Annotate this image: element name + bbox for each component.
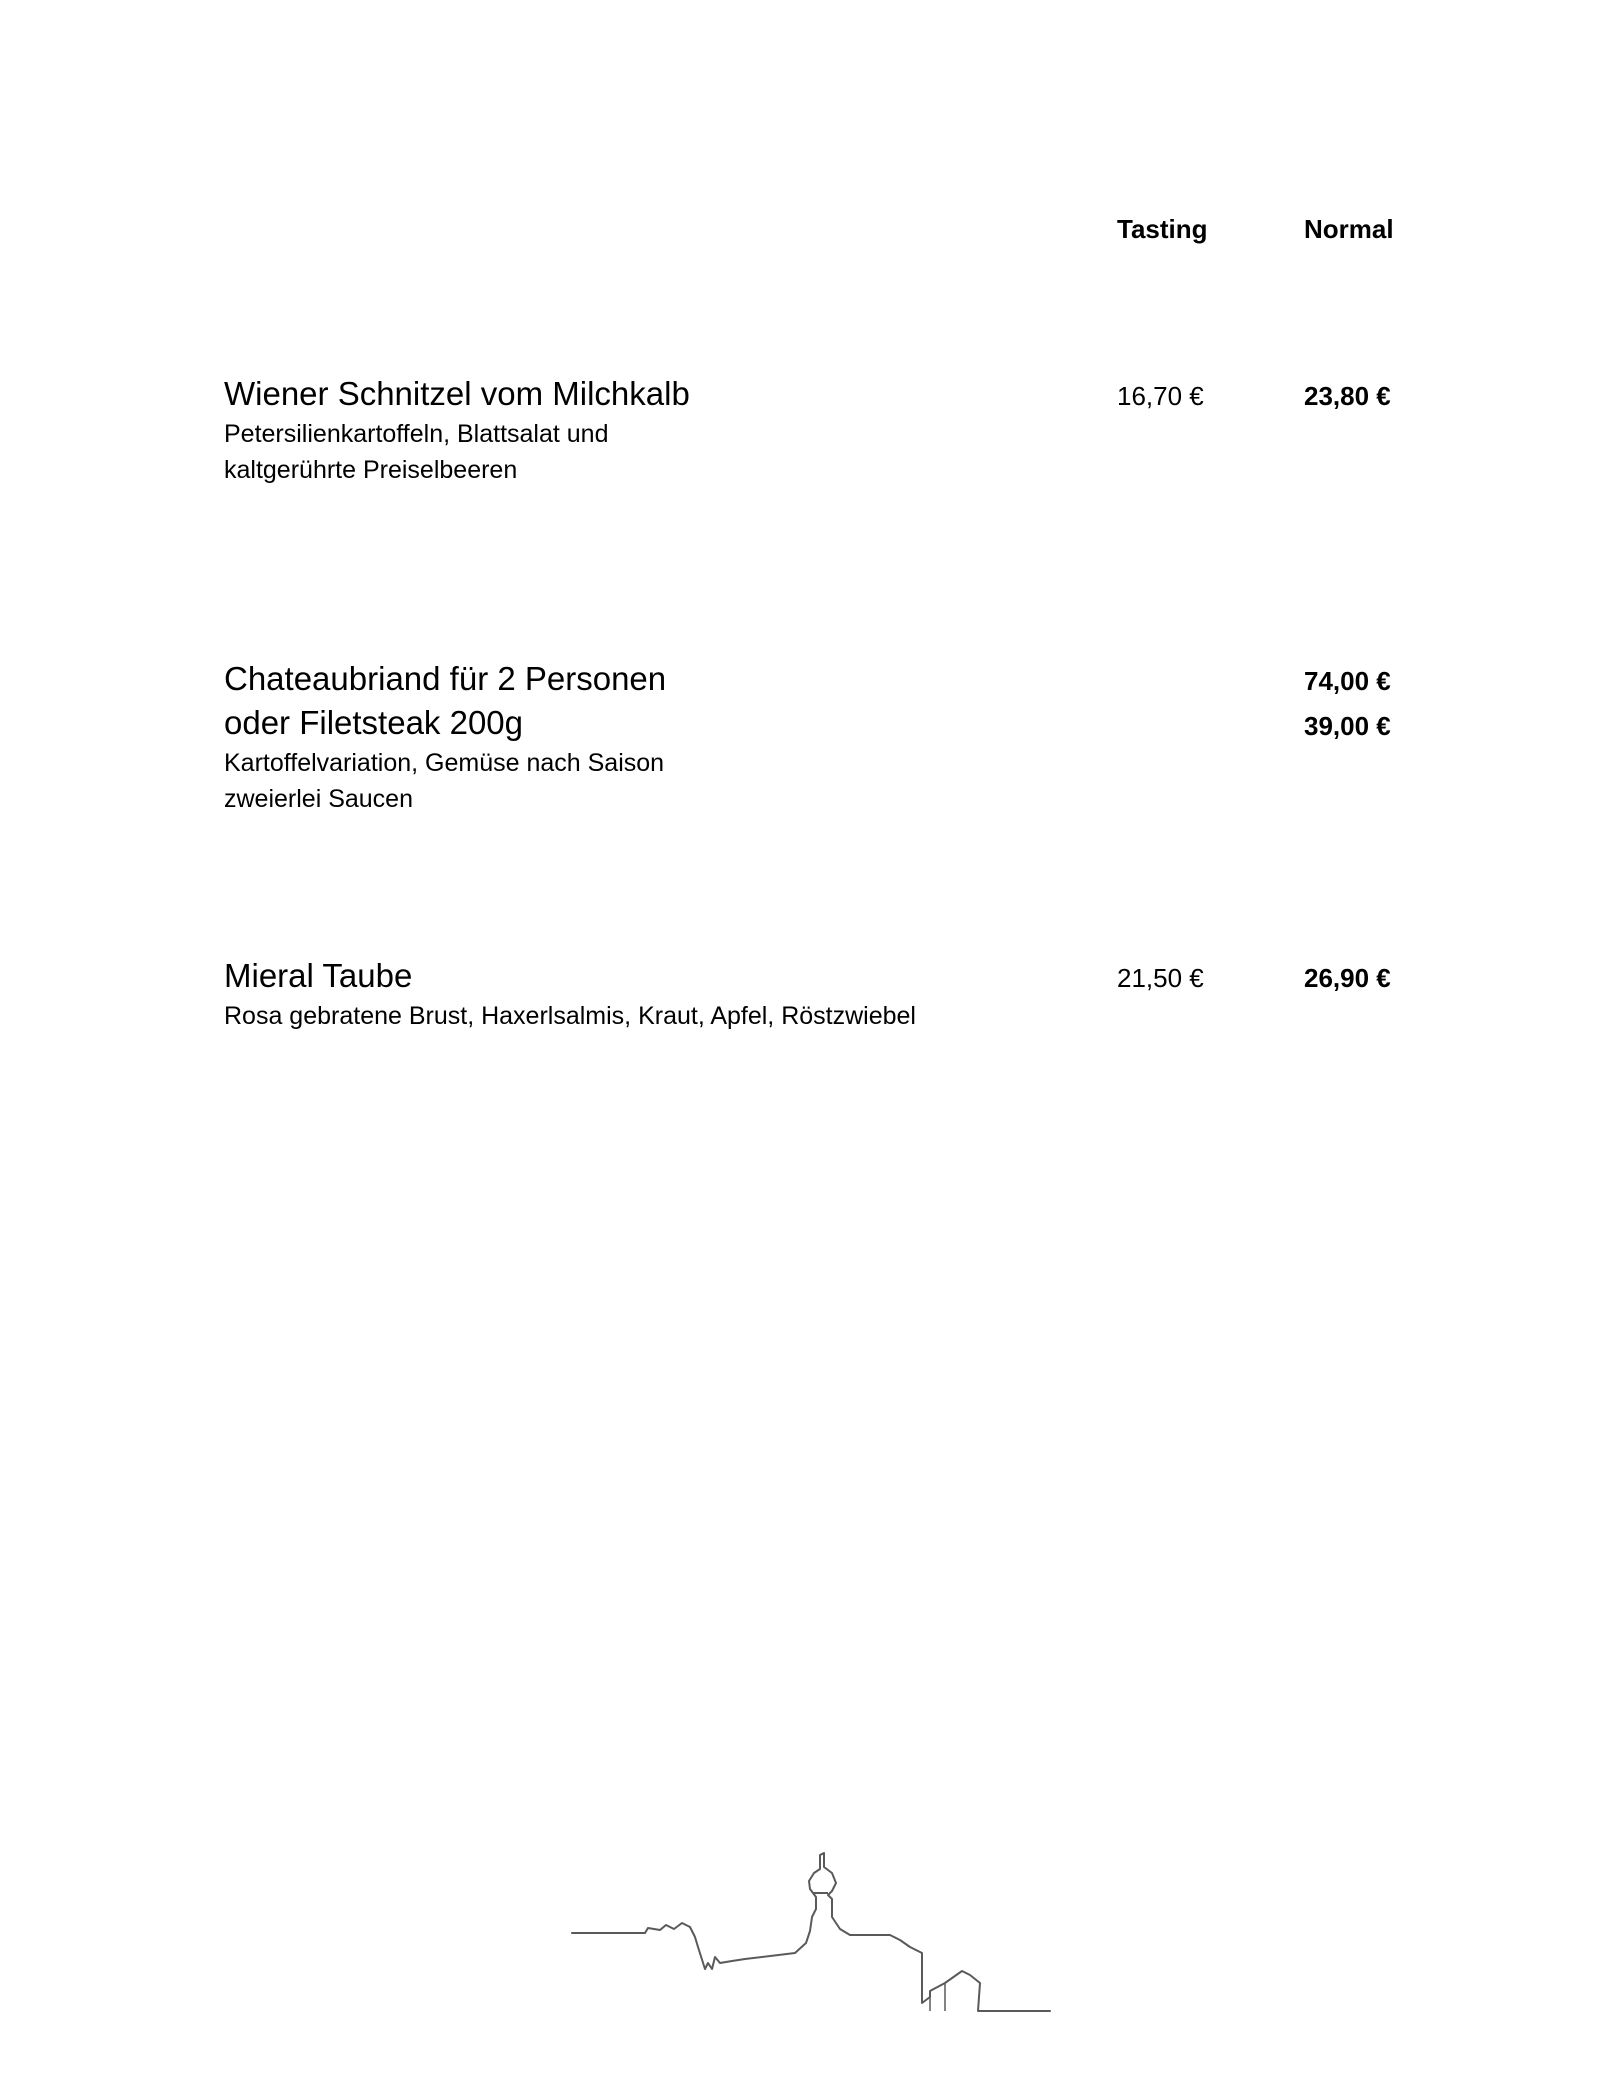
dish-wiener-schnitzel — [224, 372, 1424, 488]
dish-description-line: Kartoffelvariation, Gemüse nach Saison — [224, 749, 665, 777]
price-tasting: 16,70 € — [1117, 381, 1204, 411]
column-header-normal: Normal — [1304, 214, 1394, 244]
price-tasting: 21,50 € — [1117, 963, 1204, 993]
price-normal: 74,00 € — [1304, 666, 1391, 696]
price-normal-secondary: 39,00 € — [1304, 711, 1391, 741]
dish-name: Wiener Schnitzel vom Milchkalb — [224, 375, 690, 412]
dish-chateaubriand — [224, 657, 1424, 817]
dish-description-line: zweierlei Saucen — [224, 785, 413, 813]
dish-description-line: Rosa gebratene Brust, Haxerlsalmis, Kraut, Apfel, Röstzwiebel — [224, 1002, 916, 1030]
dish-description-line: kaltgerührte Preiselbeeren — [224, 456, 518, 484]
price-normal: 26,90 € — [1304, 963, 1391, 993]
price-normal: 23,80 € — [1304, 381, 1391, 411]
skyline-logo-icon — [570, 1845, 1130, 2020]
dish-name: Chateaubriand für 2 Personen — [224, 660, 667, 697]
dish-name: Mieral Taube — [224, 957, 413, 994]
column-header-tasting: Tasting — [1117, 214, 1208, 244]
dish-description-line: Petersilienkartoffeln, Blattsalat und — [224, 420, 609, 448]
dish-mieral-taube — [224, 954, 1424, 1034]
dish-name-secondary: oder Filetsteak 200g — [224, 704, 524, 741]
